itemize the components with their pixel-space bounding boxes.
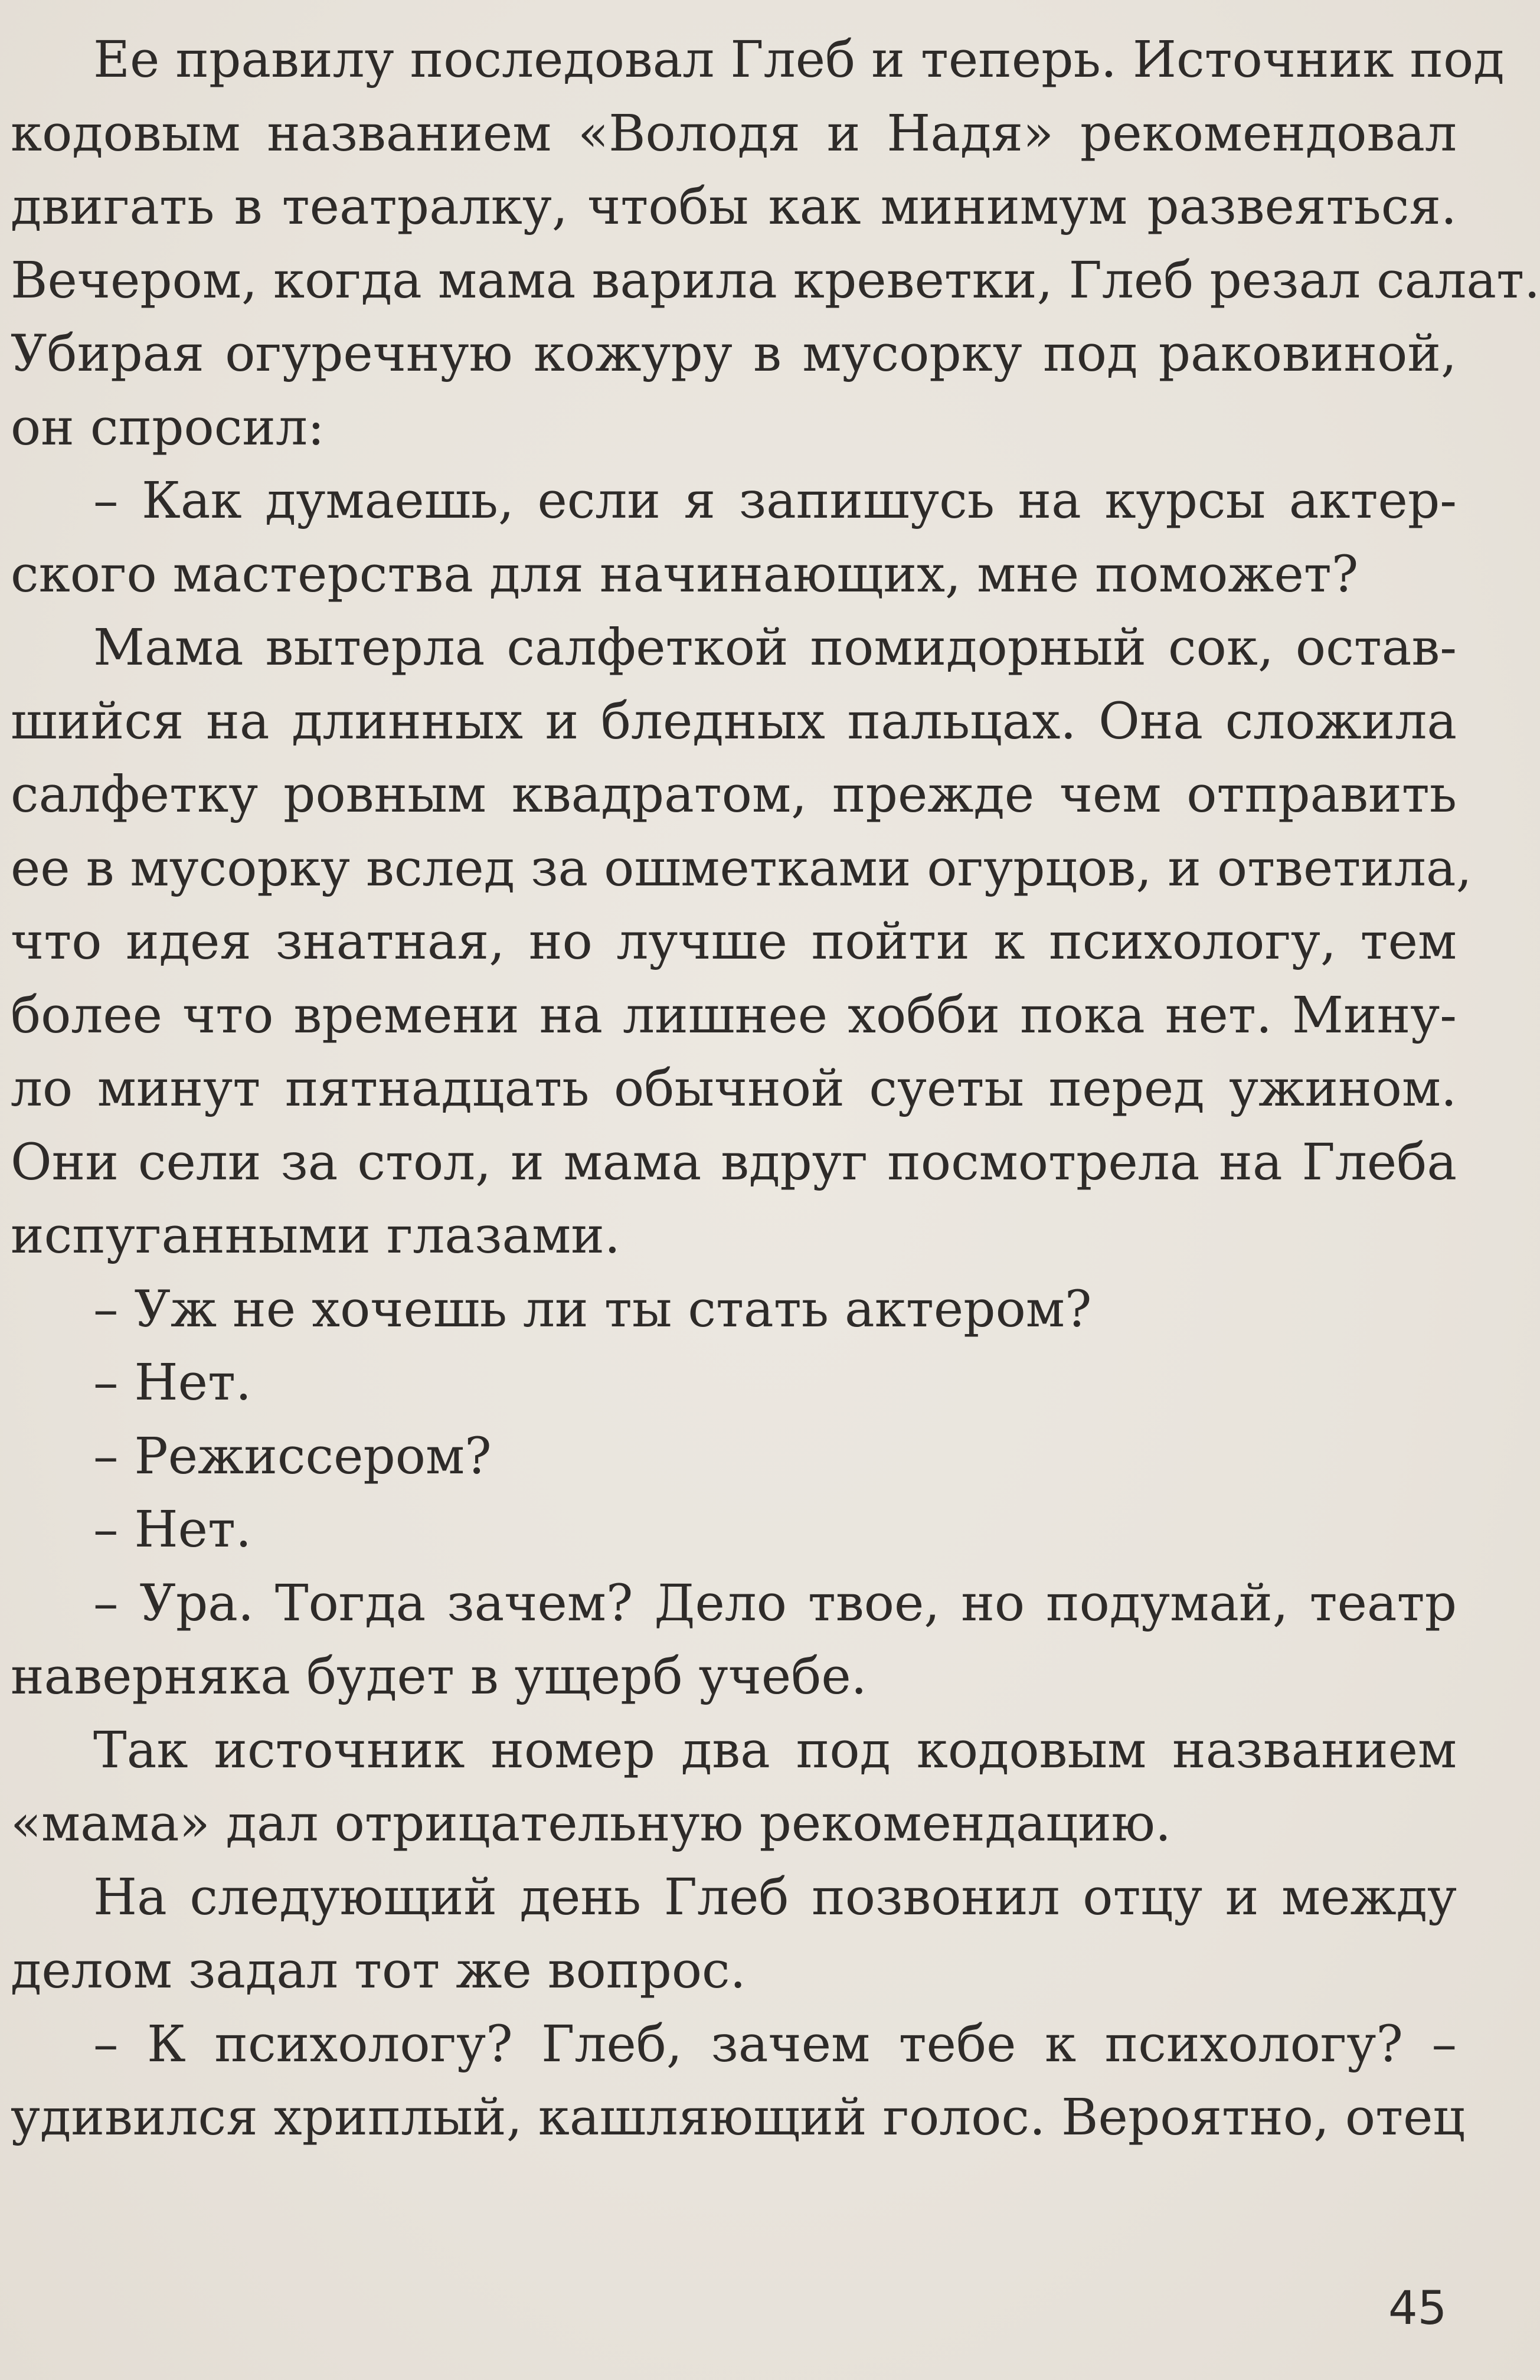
text-line: делом задал тот же вопрос. (11, 1941, 746, 2000)
text-line: ского мастерства для начинающих, мне поможет? (11, 545, 1359, 604)
text-line: ее в мусорку вслед за ошметками огурцов, и ответила, (11, 839, 1472, 898)
text-line: Вечером, когда мама варила креветки, Глеб резал салат. (11, 251, 1540, 310)
text-line: – Нет. (93, 1354, 251, 1412)
text-line: что идея знатная, но лучше пойти к психологу, тем (11, 913, 1457, 971)
text-line: Убирая огуречную кожуру в мусорку под раковиной, (11, 325, 1457, 383)
text-line: – Ура. Тогда зачем? Дело твое, но подумай, театр (93, 1574, 1457, 1633)
text-line: – Нет. (93, 1500, 251, 1559)
body-text (11, 24, 1540, 2155)
text-line: наверняка будет в ущерб учебе. (11, 1647, 867, 1706)
text-line: двигать в театралку, чтобы как минимум развеяться. (11, 178, 1457, 236)
text-line: – К психологу? Глеб, зачем тебе к психологу? – (93, 2015, 1457, 2074)
text-line: шийся на длинных и бледных пальцах. Она сложила (11, 692, 1457, 751)
text-line: – Режиссером? (93, 1427, 492, 1486)
text-line: – Как думаешь, если я запишусь на курсы актер- (93, 472, 1457, 530)
text-line: ло минут пятнадцать обычной суеты перед ужином. (11, 1060, 1457, 1118)
text-line: Они сели за стол, и мама вдруг посмотрела на Глеба (11, 1133, 1457, 1192)
text-line: «мама» дал отрицательную рекомендацию. (11, 1794, 1171, 1853)
text-line: Ее правилу последовал Глеб и теперь. Источник под (93, 31, 1505, 89)
text-line: На следующий день Глеб позвонил отцу и между (93, 1868, 1457, 1927)
text-line: он спросил: (11, 398, 325, 457)
page-number: 45 (1388, 2282, 1447, 2335)
text-line: более что времени на лишнее хобби пока нет. Мину- (11, 986, 1457, 1045)
text-line: испуганными глазами. (11, 1207, 620, 1265)
text-line: удивился хриплый, кашляющий голос. Вероятно, отец (11, 2088, 1466, 2147)
text-line: Мама вытерла салфеткой помидорный сок, остав- (93, 619, 1457, 677)
text-line: – Уж не хочешь ли ты стать актером? (93, 1280, 1092, 1339)
text-line: кодовым названием «Володя и Надя» рекомендовал (11, 104, 1457, 163)
text-line: Так источник номер два под кодовым названием (93, 1721, 1457, 1780)
text-line: салфетку ровным квадратом, прежде чем отправить (11, 766, 1457, 824)
